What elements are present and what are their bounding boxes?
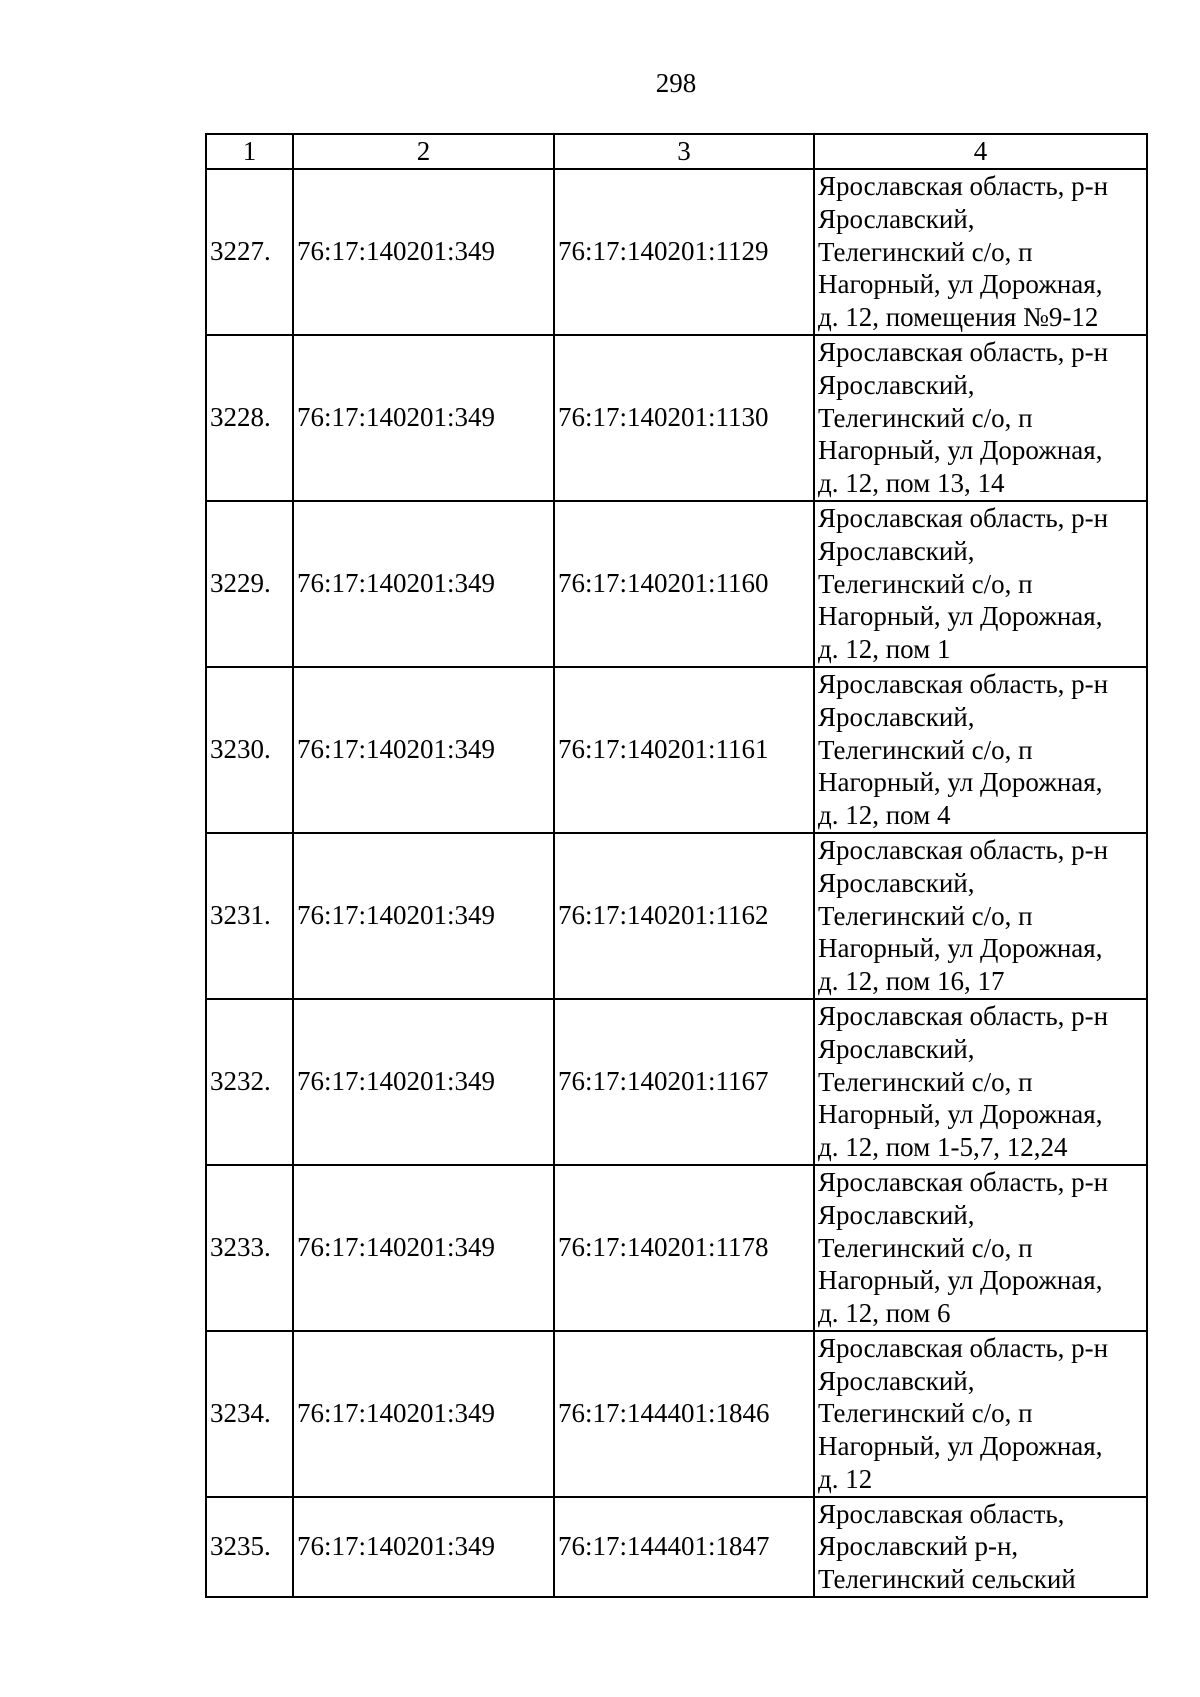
parcel-cadastral-number: 76:17:140201:349	[293, 501, 554, 667]
registry-table	[205, 133, 1148, 1598]
row-number: 3227.	[206, 169, 293, 335]
header-col-4: 4	[814, 134, 1147, 169]
row-number: 3229.	[206, 501, 293, 667]
parcel-cadastral-number: 76:17:140201:349	[293, 1497, 554, 1597]
row-number: 3228.	[206, 335, 293, 501]
row-number: 3230.	[206, 667, 293, 833]
address: Ярославская область, р-н Ярославский, Телегинский с/о, п Нагорный, ул Дорожная, д. 12, пом 1	[814, 501, 1147, 667]
object-cadastral-number: 76:17:140201:1160	[554, 501, 814, 667]
address: Ярославская область, р-н Ярославский, Телегинский с/о, п Нагорный, ул Дорожная, д. 12, пом 4	[814, 667, 1147, 833]
address: Ярославская область, р-н Ярославский, Телегинский с/о, п Нагорный, ул Дорожная, д. 12, пом 16, 17	[814, 833, 1147, 999]
parcel-cadastral-number: 76:17:140201:349	[293, 169, 554, 335]
address: Ярославская область, р-н Ярославский, Телегинский с/о, п Нагорный, ул Дорожная, д. 12, пом 1-5,7, 12,24	[814, 999, 1147, 1165]
parcel-cadastral-number: 76:17:140201:349	[293, 1165, 554, 1331]
address: Ярославская область, Ярославский р-н, Телегинский сельский	[814, 1497, 1147, 1597]
table-row	[206, 1497, 1147, 1597]
header-row	[206, 134, 1147, 169]
object-cadastral-number: 76:17:140201:1178	[554, 1165, 814, 1331]
object-cadastral-number: 76:17:140201:1161	[554, 667, 814, 833]
header-col-3: 3	[554, 134, 814, 169]
table-row	[206, 1165, 1147, 1331]
address: Ярославская область, р-н Ярославский, Телегинский с/о, п Нагорный, ул Дорожная, д. 12, пом 6	[814, 1165, 1147, 1331]
table-row	[206, 169, 1147, 335]
row-number: 3234.	[206, 1331, 293, 1497]
table-row	[206, 501, 1147, 667]
header-col-1: 1	[206, 134, 293, 169]
parcel-cadastral-number: 76:17:140201:349	[293, 999, 554, 1165]
address: Ярославская область, р-н Ярославский, Телегинский с/о, п Нагорный, ул Дорожная, д. 12	[814, 1331, 1147, 1497]
parcel-cadastral-number: 76:17:140201:349	[293, 833, 554, 999]
object-cadastral-number: 76:17:140201:1129	[554, 169, 814, 335]
table-row	[206, 1331, 1147, 1497]
address: Ярославская область, р-н Ярославский, Телегинский с/о, п Нагорный, ул Дорожная, д. 12, пом 13, 14	[814, 335, 1147, 501]
table-row	[206, 335, 1147, 501]
table-row	[206, 667, 1147, 833]
table-row	[206, 833, 1147, 999]
object-cadastral-number: 76:17:140201:1130	[554, 335, 814, 501]
row-number: 3232.	[206, 999, 293, 1165]
object-cadastral-number: 76:17:140201:1162	[554, 833, 814, 999]
table-row	[206, 999, 1147, 1165]
parcel-cadastral-number: 76:17:140201:349	[293, 1331, 554, 1497]
object-cadastral-number: 76:17:140201:1167	[554, 999, 814, 1165]
address: Ярославская область, р-н Ярославский, Телегинский с/о, п Нагорный, ул Дорожная, д. 12, помещения №9-12	[814, 169, 1147, 335]
parcel-cadastral-number: 76:17:140201:349	[293, 667, 554, 833]
header-col-2: 2	[293, 134, 554, 169]
object-cadastral-number: 76:17:144401:1847	[554, 1497, 814, 1597]
parcel-cadastral-number: 76:17:140201:349	[293, 335, 554, 501]
row-number: 3235.	[206, 1497, 293, 1597]
row-number: 3233.	[206, 1165, 293, 1331]
page-number: 298	[655, 68, 697, 98]
object-cadastral-number: 76:17:144401:1846	[554, 1331, 814, 1497]
row-number: 3231.	[206, 833, 293, 999]
